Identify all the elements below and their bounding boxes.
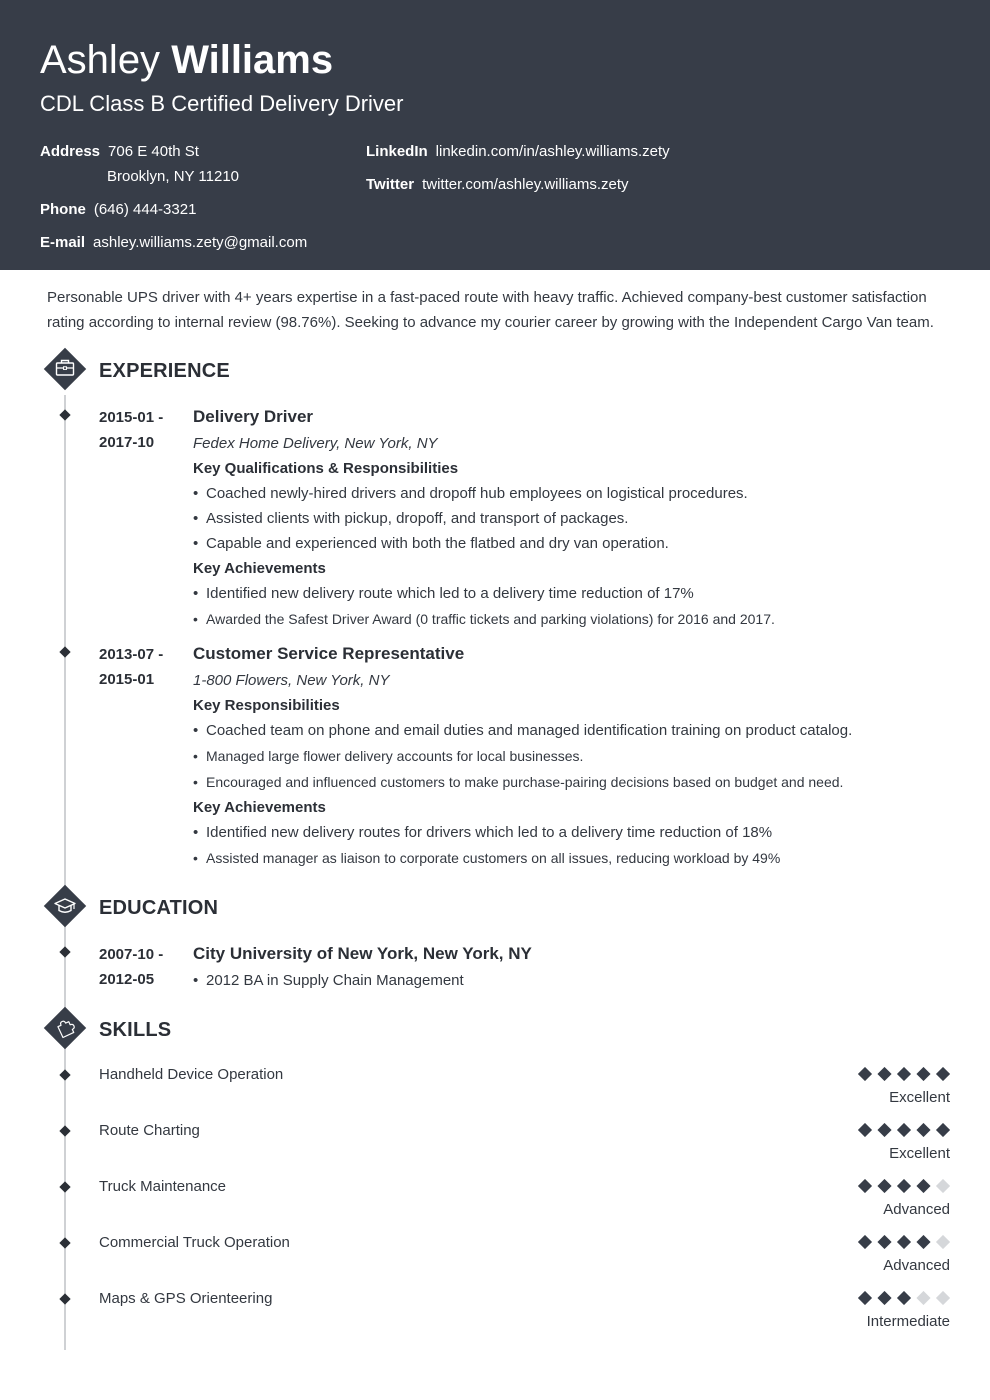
graduation-cap-icon	[43, 884, 87, 928]
education-date-end: 2012-05	[99, 971, 155, 988]
job-date-end: 2017-10	[99, 434, 155, 451]
list-item: • Coached team on phone and email duties and managed identification training on product catalog.	[193, 722, 852, 739]
job-company: Fedex Home Delivery, New York, NY	[193, 435, 438, 452]
address	[40, 143, 199, 161]
email-link[interactable]: ashley.williams.zety@gmail.com	[93, 234, 308, 251]
address-label: Address	[40, 143, 101, 160]
rating-diamond-filled	[877, 1235, 891, 1249]
rating-diamond-filled	[877, 1179, 891, 1193]
rating-diamond-filled	[897, 1123, 911, 1137]
skill-rating	[858, 1291, 950, 1305]
phone-value: (646) 444-3321	[93, 201, 197, 218]
skill-name: Handheld Device Operation	[99, 1066, 284, 1083]
timeline-dot	[59, 1181, 71, 1193]
job-title: Customer Service Representative	[193, 644, 465, 663]
linkedin-label: LinkedIn	[366, 143, 428, 160]
skill-level-label: Advanced	[883, 1201, 950, 1218]
timeline-dot	[59, 946, 71, 958]
rating-diamond-filled	[877, 1291, 891, 1305]
twitter	[366, 176, 629, 194]
skill-name: Route Charting	[99, 1122, 200, 1139]
twitter-label: Twitter	[366, 176, 415, 193]
experience-title: EXPERIENCE	[99, 360, 230, 382]
twitter-link[interactable]: twitter.com/ashley.williams.zety	[422, 176, 629, 193]
skill-rating	[858, 1235, 950, 1249]
rating-diamond-filled	[858, 1067, 872, 1081]
list-item: • Managed large flower delivery accounts for local businesses.	[193, 748, 583, 764]
list-item: • Identified new delivery route which led to a delivery time reduction of 17%	[193, 585, 694, 602]
skill-name: Truck Maintenance	[99, 1178, 227, 1195]
rating-diamond-filled	[916, 1235, 930, 1249]
phone-label: Phone	[40, 201, 86, 218]
rating-diamond-filled	[936, 1067, 950, 1081]
rating-diamond-filled	[877, 1123, 891, 1137]
linkedin-link[interactable]: linkedin.com/in/ashley.williams.zety	[435, 143, 670, 160]
list-item: • Capable and experienced with both the flatbed and dry van operation.	[193, 535, 669, 552]
list-item: • Awarded the Safest Driver Award (0 traffic tickets and parking violations) for 2016 and 2017.	[193, 611, 775, 627]
rating-diamond-filled	[858, 1235, 872, 1249]
degree: • 2012 BA in Supply Chain Management	[193, 972, 464, 989]
linkedin	[366, 143, 670, 161]
job-company: 1-800 Flowers, New York, NY	[193, 672, 390, 689]
rating-diamond-empty	[936, 1235, 950, 1249]
education-title: EDUCATION	[99, 897, 219, 919]
timeline-dot	[59, 646, 71, 658]
list-item: • Encouraged and influenced customers to make purchase-pairing decisions based on budget and need.	[193, 774, 843, 790]
headline: CDL Class B Certified Delivery Driver	[40, 91, 404, 116]
first-name: Ashley	[40, 38, 161, 82]
skill-name: Commercial Truck Operation	[99, 1234, 290, 1251]
timeline-dot	[59, 1293, 71, 1305]
rating-diamond-filled	[897, 1067, 911, 1081]
address-line1: 706 E 40th St	[108, 143, 199, 160]
email-label: E-mail	[40, 234, 86, 251]
responsibilities-heading: Key Responsibilities	[193, 697, 340, 714]
timeline-dot	[59, 1125, 71, 1137]
education-date-start: 2007-10 -	[99, 946, 164, 963]
skill-rating	[858, 1067, 950, 1081]
puzzle-icon	[43, 1006, 87, 1050]
rating-diamond-filled	[897, 1179, 911, 1193]
list-item: • Coached newly-hired drivers and dropoff hub employees on logistical procedures.	[193, 485, 748, 502]
skill-level-label: Excellent	[889, 1089, 950, 1106]
rating-diamond-empty	[936, 1291, 950, 1305]
address-line2: Brooklyn, NY 11210	[107, 168, 240, 185]
timeline-dot	[59, 1069, 71, 1081]
responsibilities-heading: Key Qualifications & Responsibilities	[193, 460, 459, 477]
last-name: Williams	[171, 38, 334, 82]
briefcase-icon	[43, 347, 87, 391]
skills-title: SKILLS	[99, 1019, 172, 1041]
rating-diamond-filled	[936, 1123, 950, 1137]
job-date-end: 2015-01	[99, 671, 155, 688]
summary: Personable UPS driver with 4+ years expertise in a fast-paced route with heavy traffic. Achieved company-best customer satisfaction rating according to internal review (98.76%). Seeking to advance my courier career by growing with the Independent Cargo Van team.	[47, 289, 934, 331]
rating-diamond-filled	[877, 1067, 891, 1081]
skill-name: Maps & GPS Orienteering	[99, 1290, 273, 1307]
timeline-dot	[59, 1237, 71, 1249]
list-item: • Assisted clients with pickup, dropoff, and transport of packages.	[193, 510, 628, 527]
candidate-name	[40, 36, 333, 84]
email	[40, 234, 307, 252]
skill-rating	[858, 1123, 950, 1137]
rating-diamond-filled	[916, 1123, 930, 1137]
rating-diamond-filled	[916, 1067, 930, 1081]
rating-diamond-filled	[897, 1291, 911, 1305]
skill-level-label: Excellent	[889, 1145, 950, 1162]
list-item: • Identified new delivery routes for drivers which led to a delivery time reduction of 18%	[193, 824, 772, 841]
timeline-line	[64, 395, 66, 1350]
rating-diamond-filled	[858, 1291, 872, 1305]
skill-level-label: Advanced	[883, 1257, 950, 1274]
rating-diamond-empty	[916, 1291, 930, 1305]
rating-diamond-filled	[916, 1179, 930, 1193]
job-title: Delivery Driver	[193, 407, 314, 426]
achievements-heading: Key Achievements	[193, 560, 326, 577]
job-date-start: 2015-01 -	[99, 409, 164, 426]
phone	[40, 201, 196, 219]
rating-diamond-filled	[858, 1179, 872, 1193]
resume-header	[0, 0, 990, 270]
achievements-heading: Key Achievements	[193, 799, 326, 816]
list-item: • Assisted manager as liaison to corporate customers on all issues, reducing workload by 49%	[193, 850, 780, 866]
school-name: City University of New York, New York, NY	[193, 944, 532, 963]
skill-level-label: Intermediate	[866, 1313, 950, 1330]
job-date-start: 2013-07 -	[99, 646, 164, 663]
rating-diamond-filled	[858, 1123, 872, 1137]
rating-diamond-filled	[897, 1235, 911, 1249]
skill-rating	[858, 1179, 950, 1193]
rating-diamond-empty	[936, 1179, 950, 1193]
timeline-dot	[59, 409, 71, 421]
